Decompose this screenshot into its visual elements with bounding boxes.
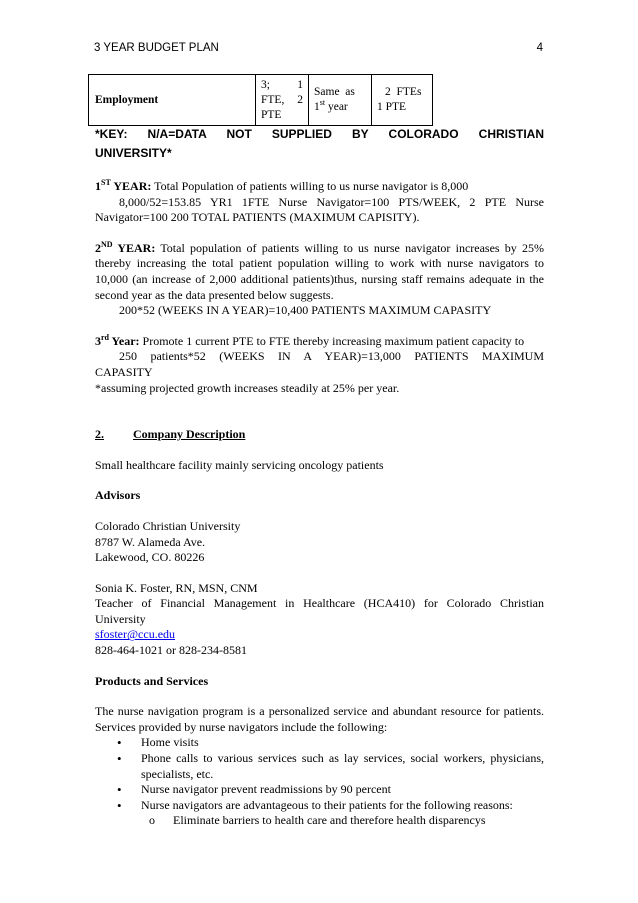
header-title: 3 YEAR BUDGET PLAN [94, 42, 219, 54]
services-list [95, 735, 544, 813]
services-sub-list [95, 813, 544, 829]
company-description: Small healthcare facility mainly servicing oncology patients [95, 457, 384, 472]
list-item: o Eliminate barriers to health care and therefore health disparencys [161, 813, 544, 829]
year3-block: 3rd Year: Promote 1 current PTE to FTE thereby increasing maximum patient capacity to 250 patients*52 (WEEKS IN A YEAR)=13,000 PATIENTS MAXIMUM CAPASITY *assuming projected growth increases steadily at 25% per year. [95, 332, 544, 395]
list-item: • Phone calls to various services such as lay services, social workers, physicians, specialists, etc. [129, 751, 544, 782]
document-body [95, 125, 544, 829]
year1-block: 1ST YEAR: Total Population of patients willing to us nurse navigator is 8,000 8,000/52=153.85 YR1 1FTE Nurse Navigator=100 PTS/WEEK, 2 PTE Nurse Navigator=100 200 TOTAL PATIENTS (MAXIMUM CAPISITY). [95, 178, 544, 225]
list-item: • Nurse navigators are advantageous to their patients for the following reasons: [129, 798, 544, 814]
section-company-description-heading: 2. Company Description [95, 427, 246, 442]
page-header [94, 42, 543, 54]
employment-table [88, 74, 433, 126]
list-item: • Nurse navigator prevent readmissions by 90 percent [129, 782, 544, 798]
products-heading: Products and Services [95, 673, 209, 688]
advisor-person: Sonia K. Foster, RN, MSN, CNM Teacher of Financial Management in Healthcare (HCA410) for Colorado Christian University sfoster@ccu.edu 828-464-1021 or 828-234-8581 [95, 580, 544, 658]
advisor-email-link[interactable]: sfoster@ccu.edu [95, 627, 176, 642]
employment-year2-cell: 2 FTEs 1 PTE [372, 75, 433, 126]
page-number: 4 [536, 42, 543, 54]
year2-block: 2ND YEAR: Total population of patients willing to us nurse navigator increases by 25% thereby increasing the total patient population willing to work with nurse navigators to 10,000 (an increase of 2,000 additional patients)thus, nursing staff remains adequate in the second year as the data presented below suggests. 200*52 (WEEKS IN A YEAR)=10,400 PATIENTS MAXIMUM CAPASITY [95, 239, 544, 318]
advisors-heading: Advisors [95, 488, 141, 503]
employment-current-cell: 3; 1 FTE, 2 PTE [256, 75, 309, 126]
advisor-organization: Colorado Christian University 8787 W. Alameda Ave. Lakewood, CO. 80226 [95, 518, 241, 565]
employment-label: Employment [89, 75, 256, 126]
products-intro: The nurse navigation program is a personalized service and abundant resource for patients. Services provided by nurse navigators include the following: [95, 704, 544, 734]
employment-year1-cell: Same as 1st year [309, 75, 372, 126]
list-item: • Home visits [129, 735, 544, 751]
key-note: *KEY: N/A=DATA NOT SUPPLIED BY COLORADO CHRISTIAN UNIVERSITY* [95, 127, 544, 160]
